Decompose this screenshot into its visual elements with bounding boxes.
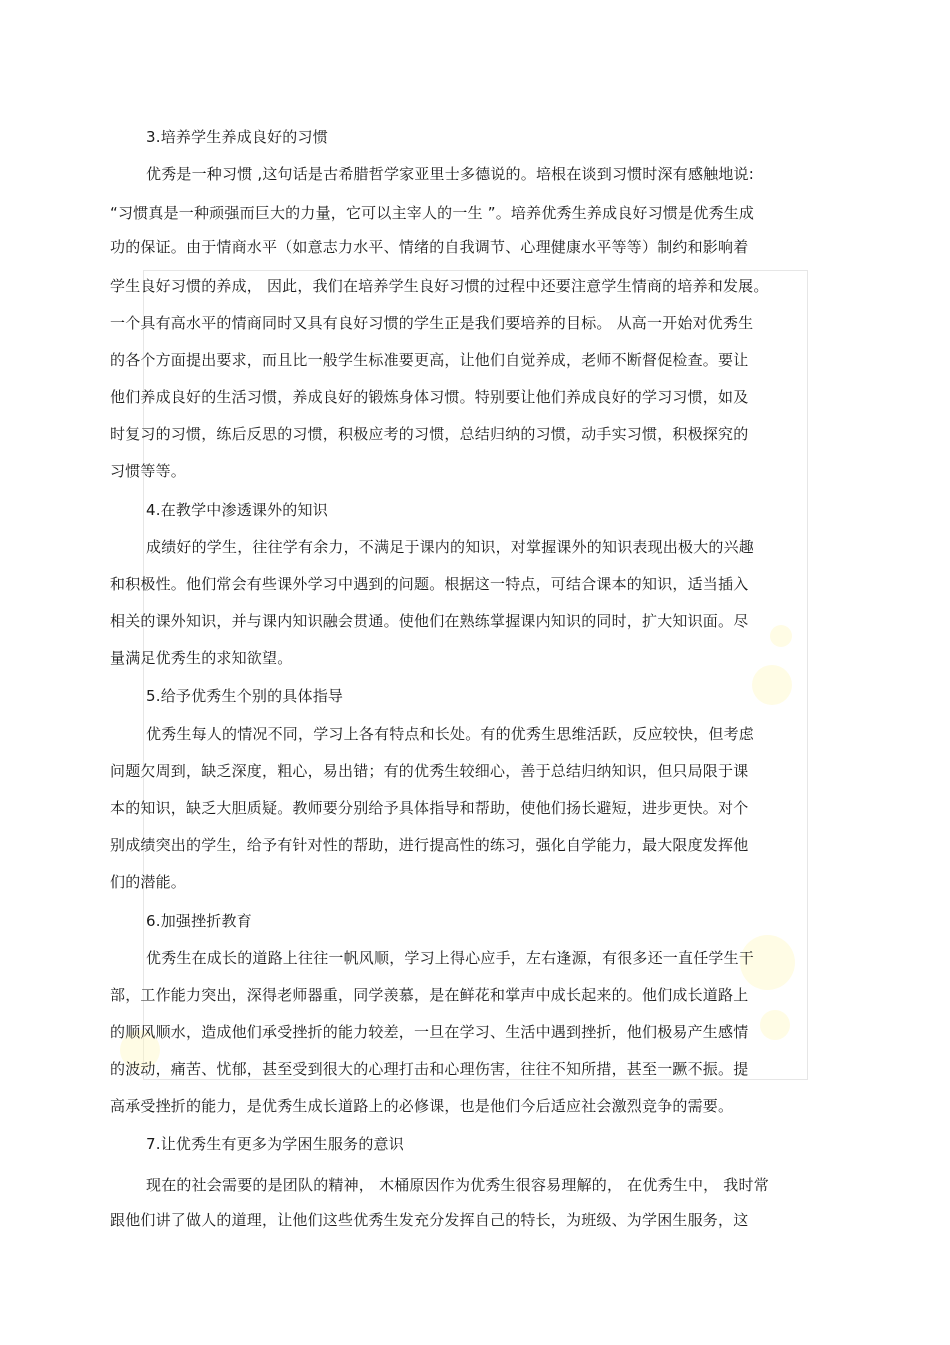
paragraph-line: 们的潜能。 bbox=[110, 873, 187, 891]
paragraph-line: 的波动，痛苦、忧郁，甚至受到很大的心理打击和心理伤害，往往不知所措，甚至一蹶不振。提 bbox=[110, 1060, 749, 1078]
section-heading: 6.加强挫折教育 bbox=[146, 912, 252, 930]
paragraph-line: 优秀生在成长的道路上往往一帆风顺，学习上得心应手，左右逢源，有很多还一直任学生干 bbox=[146, 949, 755, 967]
paragraph-line: 部，工作能力突出，深得老师器重，同学羡慕，是在鲜花和掌声中成长起来的。他们成长道路上 bbox=[110, 986, 749, 1004]
paragraph-line: 优秀是一种习惯 ,这句话是古希腊哲学家亚里士多德说的。培根在谈到习惯时深有感触地说: bbox=[146, 165, 754, 183]
paragraph-line: 学生良好习惯的养成， 因此，我们在培养学生良好习惯的过程中还要注意学生情商的培养和发展。 bbox=[110, 277, 769, 295]
paragraph-line: 成绩好的学生，往往学有余力，不满足于课内的知识，对掌握课外的知识表现出极大的兴趣 bbox=[146, 538, 755, 556]
paragraph-line: 他们养成良好的生活习惯，养成良好的锻炼身体习惯。特别要让他们养成良好的学习习惯，如及 bbox=[110, 388, 749, 406]
paragraph-line: 别成绩突出的学生，给予有针对性的帮助，进行提高性的练习，强化自学能力，最大限度发挥他 bbox=[110, 836, 749, 854]
paragraph-line: “习惯真是一种顽强而巨大的力量，它可以主宰人的一生 ”。培养优秀生养成良好习惯是优秀生成 bbox=[110, 204, 755, 222]
paragraph-line: 习惯等等。 bbox=[110, 462, 187, 480]
paragraph-line: 和积极性。他们常会有些课外学习中遇到的问题。根据这一特点，可结合课本的知识，适当插入 bbox=[110, 575, 749, 593]
paragraph-line: 优秀生每人的情况不同，学习上各有特点和长处。有的优秀生思维活跃，反应较快，但考虑 bbox=[146, 725, 755, 743]
paragraph-line: 现在的社会需要的是团队的精神， 木桶原因作为优秀生很容易理解的， 在优秀生中， 我时常 bbox=[146, 1176, 769, 1194]
watermark-decoration bbox=[760, 1010, 790, 1040]
paragraph-line: 高承受挫折的能力，是优秀生成长道路上的必修课，也是他们今后适应社会激烈竞争的需要。 bbox=[110, 1097, 734, 1115]
paragraph-line: 相关的课外知识，并与课内知识融会贯通。使他们在熟练掌握课内知识的同时，扩大知识面。尽 bbox=[110, 612, 749, 630]
paragraph-line: 时复习的习惯，练后反思的习惯，积极应考的习惯，总结归纳的习惯，动手实习惯，积极探究的 bbox=[110, 425, 749, 443]
section-heading: 5.给予优秀生个别的具体指导 bbox=[146, 687, 344, 705]
watermark-decoration bbox=[770, 625, 792, 647]
paragraph-line: 功的保证。由于情商水平（如意志力水平、情绪的自我调节、心理健康水平等等）制约和影响着 bbox=[110, 238, 749, 256]
paragraph-line: 一个具有高水平的情商同时又具有良好习惯的学生正是我们要培养的目标。 从高一开始对优秀生 bbox=[110, 314, 754, 332]
paragraph-line: 问题欠周到，缺乏深度，粗心，易出错；有的优秀生较细心，善于总结归纳知识，但只局限于课 bbox=[110, 762, 749, 780]
paragraph-line: 的顺风顺水，造成他们承受挫折的能力较差，一旦在学习、生活中遇到挫折，他们极易产生感情 bbox=[110, 1023, 749, 1041]
paragraph-line: 本的知识，缺乏大胆质疑。教师要分别给予具体指导和帮助，使他们扬长避短，进步更快。对个 bbox=[110, 799, 749, 817]
section-heading: 4.在教学中渗透课外的知识 bbox=[146, 501, 328, 519]
watermark-decoration bbox=[752, 665, 792, 705]
section-heading: 7.让优秀生有更多为学困生服务的意识 bbox=[146, 1135, 404, 1153]
paragraph-line: 跟他们讲了做人的道理，让他们这些优秀生发充分发挥自己的特长，为班级、为学困生服务，这 bbox=[110, 1211, 749, 1229]
paragraph-line: 量满足优秀生的求知欲望。 bbox=[110, 649, 293, 667]
paragraph-line: 的各个方面提出要求，而且比一般学生标准要更高，让他们自觉养成，老师不断督促检查。要让 bbox=[110, 351, 749, 369]
section-heading: 3.培养学生养成良好的习惯 bbox=[146, 128, 328, 146]
